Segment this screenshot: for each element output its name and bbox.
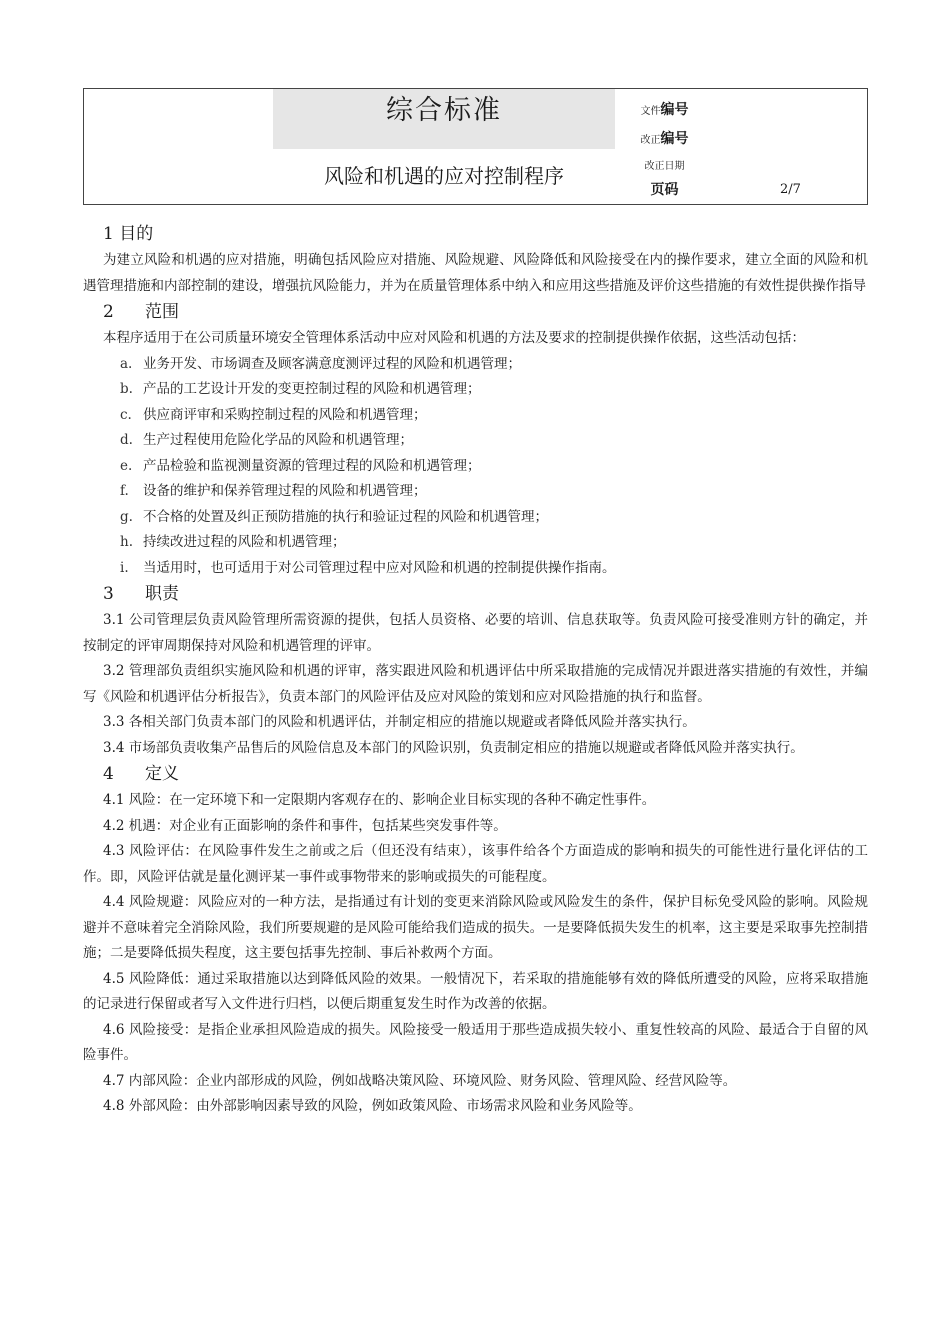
- revision-date-label: 改正日期: [644, 161, 685, 172]
- list-item: h. 持续改进过程的风险和机遇管理；: [120, 534, 346, 550]
- definition-paragraph: 4.7 内部风险：企业内部形成的风险，例如战略决策风险、环境风险、财务风险、管理风险、经营风险等。: [103, 1072, 737, 1089]
- document-body: [83, 221, 868, 1120]
- definition-paragraph: 4.8 外部风险：由外部影响因素导致的风险，例如政策风险、市场需求风险和业务风险等。: [103, 1098, 642, 1114]
- doc-number-value: [714, 89, 867, 120]
- list-item: f. 设备的维护和保养管理过程的风险和机遇管理；: [120, 483, 427, 499]
- list-item: c. 供应商评审和采购控制过程的风险和机遇管理；: [120, 406, 427, 423]
- page-label: 页码: [650, 182, 679, 198]
- list-item: i. 当适用时，也可适用于对公司管理过程中应对风险和机遇的控制提供操作指南。: [120, 559, 616, 576]
- document-header-table: [83, 88, 868, 205]
- definition-paragraph: 4.5 风险降低：通过采取措施以达到降低风险的效果。一般情况下，若采取的措施能够有效的降低所遭受的风险，应将采取措施的记录进行保留或者写入文件进行归档，以便后期重复发生时作为改善的依据。: [83, 970, 868, 1012]
- logo-cell: [84, 89, 273, 204]
- page-number: 2/7: [780, 182, 801, 197]
- list-item: d. 生产过程使用危险化学品的风险和机遇管理；: [120, 432, 413, 448]
- section-heading-responsibilities: 3 职责: [103, 584, 179, 604]
- revision-number-label: 改正编号: [640, 131, 689, 147]
- definition-paragraph: 4.4 风险规避：风险应对的一种方法，是指通过有计划的变更来消除风险或风险发生的条件，保护目标免受风险的影响。风险规避并不意味着完全消除风险，我们所要规避的是风险可能给我们造成的损失。一是要降低损失发生的机率，这主要是采取事先控制措施；二是要降低损失程度，这主要包括事先控制、事后补救两个方面。: [83, 894, 868, 961]
- responsibility-paragraph: 3.4 市场部负责收集产品售后的风险信息及本部门的风险识别，负责制定相应的措施以规避或者降低风险并落实执行。: [103, 739, 804, 756]
- scope-activity-list: [83, 352, 868, 582]
- document-title: 风险和机遇的应对控制程序: [324, 164, 564, 188]
- responsibility-paragraph: 3.2 管理部负责组织实施风险和机遇的评审，落实跟进风险和机遇评估中所采取措施的完成情况并跟进落实措施的有效性，并编写《风险和机遇评估分析报告》，负责本部门的风险评估及应对风险的策划和应对风险措施的执行和监督。: [83, 663, 868, 705]
- definition-paragraph: 4.6 风险接受：是指企业承担风险造成的损失。风险接受一般适用于那些造成损失较小、重复性较高的风险、最适合于自留的风险事件。: [83, 1021, 868, 1063]
- responsibility-paragraph: 3.3 各相关部门负责本部门的风险和机遇评估，并制定相应的措施以规避或者降低风险并落实执行。: [103, 714, 696, 730]
- definition-paragraph: 4.2 机遇：对企业有正面影响的条件和事件，包括某些突发事件等。: [103, 817, 507, 834]
- section-heading-definitions: 4 定义: [103, 764, 179, 784]
- list-item: e. 产品检验和监视测量资源的管理过程的风险和机遇管理；: [120, 457, 481, 474]
- section-heading-scope: 2 范围: [103, 302, 179, 322]
- revision-date-value: [714, 149, 867, 175]
- responsibility-paragraph: 3.1 公司管理层负责风险管理所需资源的提供，包括人员资格、必要的培训、信息获取等。负责风险可接受准则方针的确定，并按制定的评审周期保持对风险和机遇管理的评审。: [83, 612, 868, 654]
- scope-paragraph: 本程序适用于在公司质量环境安全管理体系活动中应对风险和机遇的方法及要求的控制提供操作依据，这些活动包括：: [103, 330, 805, 346]
- section-heading-purpose: 1 目的: [103, 224, 154, 244]
- document-category-title: 综合标准: [273, 89, 615, 149]
- purpose-paragraph: 为建立风险和机遇的应对措施，明确包括风险应对措施、风险规避、风险降低和风险接受在内的操作要求，建立全面的风险和机遇管理措施和内部控制的建设，增强抗风险能力，并为在质量管理体系中纳入和应用这些措施及评价这些措施的有效性提供操作指导: [83, 252, 868, 294]
- list-item: a. 业务开发、市场调查及顾客满意度测评过程的风险和机遇管理；: [120, 355, 521, 372]
- list-item: b. 产品的工艺设计开发的变更控制过程的风险和机遇管理；: [120, 381, 481, 397]
- revision-number-value: [714, 120, 867, 149]
- list-item: g. 不合格的处置及纠正预防措施的执行和验证过程的风险和机遇管理；: [120, 508, 548, 525]
- definition-paragraph: 4.1 风险：在一定环境下和一定限期内客观存在的、影响企业目标实现的各种不确定性事件。: [103, 792, 656, 808]
- definition-paragraph: 4.3 风险评估：在风险事件发生之前或之后（但还没有结束），该事件给各个方面造成的影响和损失的可能性进行量化评估的工作。即，风险评估就是量化测评某一事件或事物带来的影响或损失的可能程度。: [83, 843, 868, 885]
- doc-number-label: 文件编号: [640, 102, 689, 118]
